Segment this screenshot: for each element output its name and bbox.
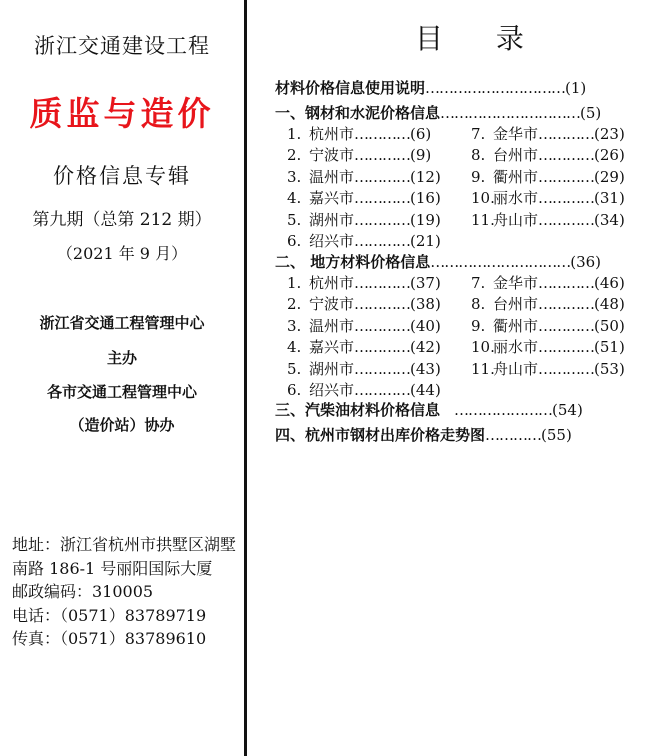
- toc-leader: …………: [354, 316, 411, 335]
- toc-title: 目 录: [415, 22, 546, 55]
- toc-leader: …………: [538, 359, 595, 378]
- issue-number: 第九期（总第 212 期）: [32, 210, 212, 230]
- toc-page: (5): [580, 104, 602, 122]
- toc-entry-city: 衢州市: [493, 167, 539, 186]
- cover-panel: [0, 0, 244, 756]
- host-role: 主办: [106, 349, 137, 367]
- toc-entry-number: 4.: [287, 189, 302, 208]
- toc-entry-number: 3.: [287, 316, 302, 335]
- toc-city-entry[interactable]: [287, 210, 441, 230]
- toc-city-entry[interactable]: [471, 188, 625, 208]
- toc-section-label: 三、汽柴油材料价格信息: [275, 401, 441, 419]
- toc-leader: …………: [354, 189, 411, 208]
- toc-entry-number: 4.: [287, 338, 302, 357]
- toc-entry-number: 6.: [287, 381, 302, 399]
- toc-page: (54): [552, 401, 583, 419]
- toc-entry-number: 11.: [471, 210, 495, 229]
- toc-intro[interactable]: [275, 78, 586, 98]
- toc-leader: …………: [354, 381, 411, 399]
- toc-leader: …………: [538, 125, 595, 143]
- toc-entry-number: 2.: [287, 146, 302, 165]
- toc-section-label: 一、钢材和水泥价格信息: [275, 104, 441, 122]
- toc-city-entry[interactable]: [471, 294, 625, 314]
- toc-entry-city: 嘉兴市: [309, 189, 355, 208]
- toc-page: (40): [410, 316, 441, 335]
- toc-section-1[interactable]: [275, 103, 601, 123]
- toc-entry-number: 1.: [287, 125, 302, 143]
- toc-page: (16): [410, 189, 441, 208]
- toc-page: (46): [594, 274, 625, 292]
- toc-leader: …………: [485, 426, 542, 444]
- column-divider: [244, 0, 247, 756]
- toc-page: (6): [410, 125, 432, 143]
- toc-leader: …………………………: [425, 79, 566, 97]
- toc-entry-city: 杭州市: [309, 274, 355, 292]
- toc-leader: …………: [538, 167, 595, 186]
- toc-city-entry[interactable]: [287, 316, 441, 336]
- toc-page: (19): [410, 210, 441, 229]
- toc-entry-city: 丽水市: [493, 189, 539, 208]
- special-edition-title: 价格信息专辑: [53, 164, 191, 188]
- toc-leader: …………………: [454, 401, 553, 419]
- toc-page: (43): [410, 359, 441, 378]
- toc-page: (34): [594, 210, 625, 229]
- toc-leader: …………: [538, 274, 595, 292]
- toc-city-entry[interactable]: [471, 316, 625, 336]
- co-host-role: （造价站）协办: [69, 416, 175, 434]
- toc-entry-number: 3.: [287, 167, 302, 186]
- toc-section-label: 四、杭州市钢材出库价格走势图: [275, 426, 486, 444]
- toc-leader: …………: [538, 189, 595, 208]
- toc-leader: …………………………: [440, 104, 581, 122]
- toc-entry-number: 8.: [471, 295, 486, 314]
- toc-section-3[interactable]: [275, 400, 583, 420]
- toc-leader: …………: [538, 338, 595, 357]
- toc-page: (44): [410, 381, 441, 399]
- toc-entry-number: 7.: [471, 274, 486, 292]
- toc-leader: …………: [538, 210, 595, 229]
- magazine-title: 质监与造价: [29, 94, 215, 133]
- toc-leader: …………: [354, 338, 411, 357]
- toc-entry-city: 台州市: [493, 295, 539, 314]
- toc-entry-number: 9.: [471, 316, 486, 335]
- toc-entry-number: 10.: [471, 338, 495, 357]
- toc-page: (37): [410, 274, 441, 292]
- toc-entry-city: 杭州市: [309, 125, 355, 143]
- toc-city-entry[interactable]: [471, 167, 625, 187]
- postcode: 邮政编码：310005: [12, 582, 154, 601]
- toc-entry-number: 1.: [287, 274, 302, 292]
- toc-entry-number: 10.: [471, 189, 495, 208]
- toc-city-entry[interactable]: [471, 359, 625, 379]
- toc-entry-city: 嘉兴市: [309, 338, 355, 357]
- toc-entry-number: 11.: [471, 359, 495, 378]
- toc-entry-city: 衢州市: [493, 316, 539, 335]
- toc-entry-city: 丽水市: [493, 338, 539, 357]
- toc-city-entry[interactable]: [471, 273, 625, 293]
- toc-entry-city: 台州市: [493, 146, 539, 165]
- toc-entry-city: 金华市: [493, 125, 539, 143]
- toc-entry-city: 湖州市: [309, 359, 355, 378]
- contact-info: [12, 533, 240, 651]
- toc-page: (53): [594, 359, 625, 378]
- toc-entry-number: 8.: [471, 146, 486, 165]
- fax: 传真：（0571）83789610: [12, 629, 207, 648]
- phone: 电话：（0571）83789719: [12, 605, 207, 625]
- toc-entry-number: 6.: [287, 232, 302, 250]
- toc-leader: …………: [538, 146, 595, 165]
- toc-entry-number: 9.: [471, 167, 486, 186]
- host-org: 浙江省交通工程管理中心: [39, 314, 205, 332]
- toc-leader: …………: [354, 359, 411, 378]
- toc-leader: …………: [354, 210, 411, 229]
- toc-leader: …………: [354, 167, 411, 186]
- toc-entry-city: 舟山市: [493, 359, 539, 378]
- toc-page: (55): [541, 426, 572, 444]
- toc-page: (26): [594, 146, 625, 165]
- toc-leader: …………: [354, 232, 411, 250]
- toc-city-entry[interactable]: [471, 210, 625, 230]
- toc-section-label: 二、 地方材料价格信息: [275, 253, 431, 271]
- toc-entry-city: 湖州市: [309, 210, 355, 229]
- toc-page: (36): [570, 253, 602, 271]
- toc-city-entry[interactable]: [287, 145, 431, 165]
- toc-leader: …………: [354, 125, 411, 143]
- toc-entry-city: 绍兴市: [309, 381, 355, 399]
- toc-page: (12): [410, 167, 441, 186]
- toc-entry-city: 温州市: [309, 316, 355, 335]
- toc-city-entry[interactable]: [287, 273, 441, 293]
- toc-city-entry[interactable]: [287, 337, 441, 357]
- toc-entry-number: 5.: [287, 210, 302, 229]
- toc-entry-number: 5.: [287, 359, 302, 378]
- toc-city-entry[interactable]: [287, 294, 441, 314]
- toc-page: (51): [594, 338, 625, 357]
- toc-page: (1): [565, 79, 587, 97]
- toc-entry-city: 金华市: [493, 274, 539, 292]
- toc-city-entry[interactable]: [471, 145, 625, 165]
- toc-leader: …………: [538, 295, 595, 314]
- co-host-org: 各市交通工程管理中心: [46, 383, 197, 401]
- toc-leader: …………: [354, 295, 411, 314]
- toc-page: (9): [410, 146, 432, 165]
- toc-page: (29): [594, 167, 625, 186]
- toc-leader: …………………………: [430, 253, 571, 271]
- toc-entry-city: 宁波市: [309, 146, 355, 165]
- toc-page: (31): [594, 189, 625, 208]
- issue-date: （2021 年 9 月）: [56, 244, 188, 263]
- toc-city-entry[interactable]: [287, 188, 441, 208]
- toc-entry-city: 温州市: [309, 167, 355, 186]
- toc-entry-number: 2.: [287, 295, 302, 314]
- toc-page: (38): [410, 295, 441, 314]
- toc-city-entry[interactable]: [287, 359, 441, 379]
- toc-page: (48): [594, 295, 625, 314]
- toc-entry-number: 7.: [471, 125, 486, 143]
- toc-leader: …………: [538, 316, 595, 335]
- toc-section-4[interactable]: [275, 425, 572, 445]
- toc-page: (50): [594, 316, 625, 335]
- toc-leader: …………: [354, 274, 411, 292]
- toc-intro-label: 材料价格信息使用说明: [275, 79, 426, 97]
- toc-city-entry[interactable]: [287, 231, 441, 251]
- toc-entry-city: 宁波市: [309, 295, 355, 314]
- toc-city-entry[interactable]: [287, 380, 441, 400]
- toc-city-entry[interactable]: [471, 124, 625, 144]
- toc-page: (23): [594, 125, 625, 143]
- toc-city-entry[interactable]: [287, 124, 431, 144]
- toc-entry-city: 舟山市: [493, 210, 539, 229]
- publisher-org: 浙江交通建设工程: [34, 34, 210, 58]
- toc-city-entry[interactable]: [471, 337, 625, 357]
- toc-city-entry[interactable]: [287, 167, 441, 187]
- toc-leader: …………: [354, 146, 411, 165]
- toc-section-2[interactable]: [275, 252, 601, 272]
- toc-page: (21): [410, 232, 441, 250]
- toc-entry-city: 绍兴市: [309, 232, 355, 250]
- address: 地址：浙江省杭州市拱墅区湖墅南路 186-1 号丽阳国际大厦: [12, 535, 237, 578]
- toc-page: (42): [410, 338, 441, 357]
